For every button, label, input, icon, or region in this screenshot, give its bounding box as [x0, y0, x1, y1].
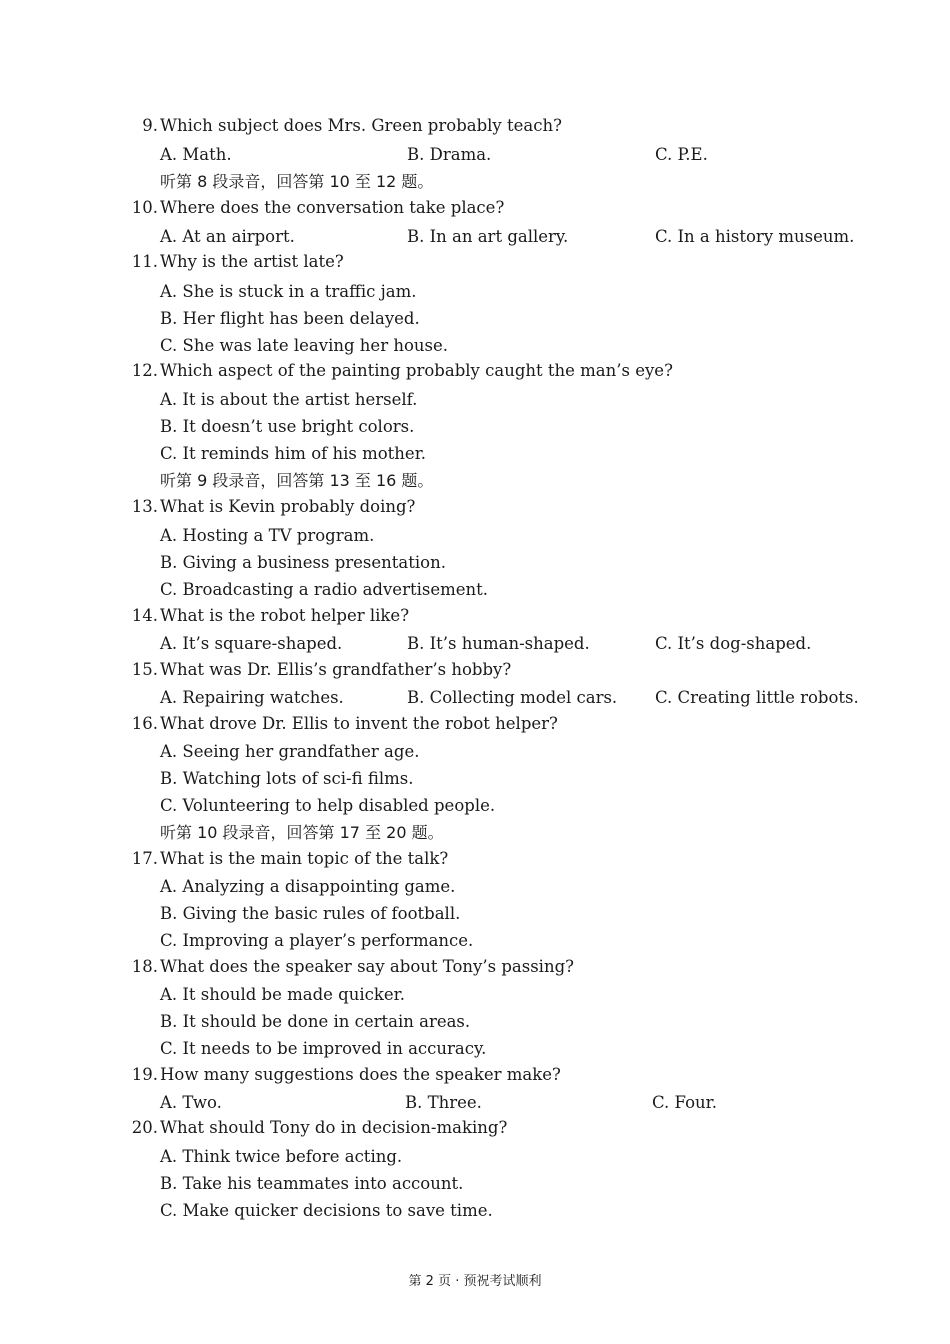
option-a: A. Hosting a TV program.	[160, 526, 375, 545]
option-a: A. Analyzing a disappointing game.	[160, 877, 456, 896]
question-14	[0, 605, 950, 627]
question-number: 17.	[131, 849, 158, 868]
option-c: C. Broadcasting a radio advertisement.	[160, 580, 489, 599]
options-14	[0, 633, 950, 655]
question-number: 15.	[131, 660, 158, 679]
section-instruction-10	[0, 822, 950, 844]
question-text: What should Tony do in decision-making?	[160, 1118, 508, 1137]
question-text: Where does the conversation take place?	[160, 198, 505, 217]
option-b: B. Take his teammates into account.	[160, 1174, 464, 1193]
option-18-c	[0, 1038, 950, 1060]
question-10	[0, 197, 950, 219]
question-text: What is Kevin probably doing?	[160, 497, 416, 516]
option-13-a	[0, 525, 950, 547]
question-11	[0, 251, 950, 273]
option-17-a	[0, 876, 950, 898]
question-17	[0, 848, 950, 870]
section-instruction-9	[0, 470, 950, 492]
section-instruction-8	[0, 171, 950, 193]
option-13-b	[0, 552, 950, 574]
option-16-a	[0, 741, 950, 763]
option-c: C. Creating little robots.	[655, 688, 859, 707]
option-16-b	[0, 768, 950, 790]
option-a: A. It’s square-shaped.	[160, 634, 343, 653]
section-text: 听第 9 段录音，回答第 13 至 16 题。	[160, 471, 434, 490]
question-9	[0, 115, 950, 137]
option-18-a	[0, 984, 950, 1006]
option-b: B. It’s human-shaped.	[407, 634, 590, 653]
question-text: What was Dr. Ellis’s grandfather’s hobby?	[160, 660, 512, 679]
option-a: A. Think twice before acting.	[160, 1147, 403, 1166]
option-20-a	[0, 1146, 950, 1168]
option-16-c	[0, 795, 950, 817]
option-a: A. Two.	[160, 1093, 222, 1112]
question-text: What is the main topic of the talk?	[160, 849, 449, 868]
option-b: B. Drama.	[407, 145, 492, 164]
question-12	[0, 360, 950, 382]
option-b: B. Her flight has been delayed.	[160, 309, 420, 328]
option-b: B. It should be done in certain areas.	[160, 1012, 471, 1031]
option-12-a	[0, 389, 950, 411]
question-text: What does the speaker say about Tony’s passing?	[160, 957, 574, 976]
option-a: A. At an airport.	[160, 227, 295, 246]
option-c: C. In a history museum.	[655, 227, 855, 246]
option-12-b	[0, 416, 950, 438]
option-a: A. Math.	[160, 145, 232, 164]
option-c: C. P.E.	[655, 145, 708, 164]
question-16	[0, 713, 950, 735]
option-c: C. It reminds him of his mother.	[160, 444, 427, 463]
option-c: C. Four.	[652, 1093, 717, 1112]
option-c: C. It’s dog-shaped.	[655, 634, 812, 653]
options-9	[0, 144, 950, 166]
option-20-b	[0, 1173, 950, 1195]
question-number: 12.	[131, 361, 158, 380]
question-15	[0, 659, 950, 681]
options-15	[0, 687, 950, 709]
question-text: What drove Dr. Ellis to invent the robot helper?	[160, 714, 558, 733]
question-text: Why is the artist late?	[160, 252, 344, 271]
question-number: 14.	[131, 606, 158, 625]
option-13-c	[0, 579, 950, 601]
option-b: B. Three.	[405, 1093, 482, 1112]
option-b: B. Collecting model cars.	[407, 688, 618, 707]
section-text: 听第 10 段录音，回答第 17 至 20 题。	[160, 823, 444, 842]
option-11-c	[0, 335, 950, 357]
options-10	[0, 226, 950, 248]
option-a: A. It should be made quicker.	[160, 985, 405, 1004]
option-17-c	[0, 930, 950, 952]
option-c: C. Volunteering to help disabled people.	[160, 796, 496, 815]
option-b: B. Giving the basic rules of football.	[160, 904, 461, 923]
option-11-b	[0, 308, 950, 330]
option-20-c	[0, 1200, 950, 1222]
option-b: B. Watching lots of sci-fi films.	[160, 769, 414, 788]
question-number: 9.	[142, 116, 158, 135]
question-13	[0, 496, 950, 518]
option-a: A. Seeing her grandfather age.	[160, 742, 420, 761]
option-b: B. In an art gallery.	[407, 227, 569, 246]
question-19	[0, 1064, 950, 1086]
question-text: What is the robot helper like?	[160, 606, 410, 625]
option-a: A. Repairing watches.	[160, 688, 344, 707]
question-number: 11.	[131, 252, 158, 271]
option-c: C. She was late leaving her house.	[160, 336, 448, 355]
question-number: 19.	[131, 1065, 158, 1084]
option-18-b	[0, 1011, 950, 1033]
option-b: B. It doesn’t use bright colors.	[160, 417, 415, 436]
option-c: C. It needs to be improved in accuracy.	[160, 1039, 487, 1058]
question-number: 20.	[131, 1118, 158, 1137]
page-footer: 第 2 页 · 预祝考试顺利	[408, 1274, 542, 1289]
option-c: C. Improving a player’s performance.	[160, 931, 474, 950]
question-18	[0, 956, 950, 978]
question-text: How many suggestions does the speaker make?	[160, 1065, 561, 1084]
option-a: A. It is about the artist herself.	[160, 390, 418, 409]
option-a: A. She is stuck in a traffic jam.	[160, 282, 417, 301]
question-number: 18.	[131, 957, 158, 976]
question-text: Which aspect of the painting probably caught the man’s eye?	[160, 361, 673, 380]
question-text: Which subject does Mrs. Green probably teach?	[160, 116, 562, 135]
option-b: B. Giving a business presentation.	[160, 553, 446, 572]
option-12-c	[0, 443, 950, 465]
question-20	[0, 1117, 950, 1139]
section-text: 听第 8 段录音，回答第 10 至 12 题。	[160, 172, 434, 191]
option-c: C. Make quicker decisions to save time.	[160, 1201, 493, 1220]
options-19	[0, 1092, 950, 1114]
option-11-a	[0, 281, 950, 303]
question-number: 10.	[131, 198, 158, 217]
option-17-b	[0, 903, 950, 925]
question-number: 13.	[131, 497, 158, 516]
question-number: 16.	[131, 714, 158, 733]
